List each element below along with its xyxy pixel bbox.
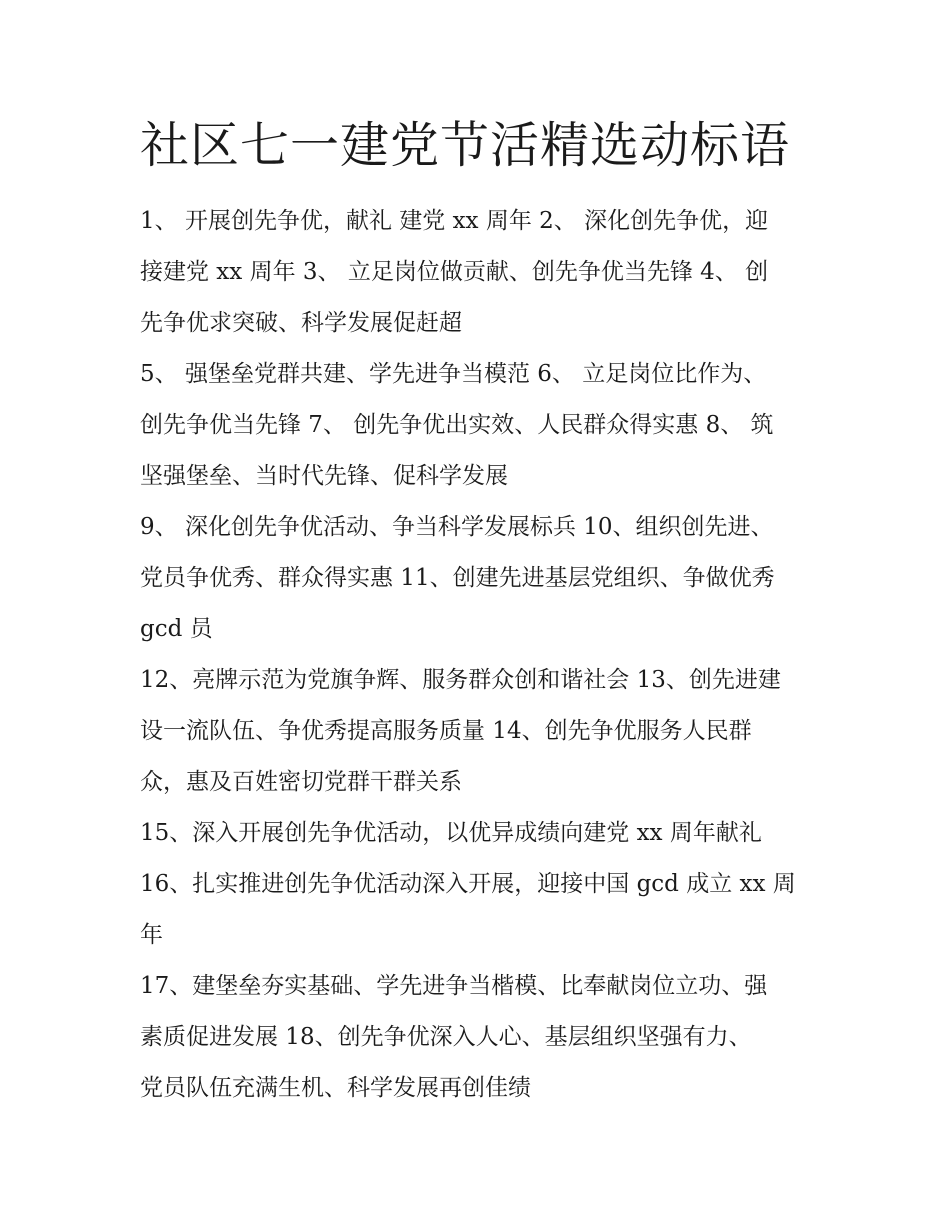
text-line: 创先争优当先锋 7、 创先争优出实效、人民群众得实惠 8、 筑 bbox=[140, 412, 774, 438]
text-line: 年 bbox=[140, 922, 163, 948]
text-line: 素质促进发展 18、创先争优深入人心、基层组织坚强有力、 bbox=[140, 1024, 752, 1050]
text-line: 16、扎实推进创先争优活动深入开展，迎接中国 gcd 成立 xx 周 bbox=[140, 871, 796, 897]
text-line: 设一流队伍、争优秀提高服务质量 14、创先争优服务人民群 bbox=[140, 718, 752, 744]
document-body bbox=[140, 196, 820, 1114]
text-line: 15、深入开展创先争优活动，以优异成绩向建党 xx 周年献礼 bbox=[140, 820, 762, 846]
text-line: gcd 员 bbox=[140, 616, 213, 642]
text-line: 坚强堡垒、当时代先锋、促科学发展 bbox=[140, 463, 508, 489]
text-line: 17、建堡垒夯实基础、学先进争当楷模、比奉献岗位立功、强 bbox=[140, 973, 768, 999]
text-line: 党员队伍充满生机、科学发展再创佳绩 bbox=[140, 1075, 531, 1101]
text-line: 9、 深化创先争优活动、争当科学发展标兵 10、组织创先进、 bbox=[140, 514, 774, 540]
text-line: 5、 强堡垒党群共建、学先进争当模范 6、 立足岗位比作为、 bbox=[140, 361, 767, 387]
text-line: 众，惠及百姓密切党群干群关系 bbox=[140, 769, 462, 795]
text-line: 党员争优秀、群众得实惠 11、创建先进基层党组织、争做优秀 bbox=[140, 565, 775, 591]
document-title: 社区七一建党节活精选动标语 bbox=[140, 117, 791, 174]
text-line: 12、亮牌示范为党旗争辉、服务群众创和谐社会 13、创先进建 bbox=[140, 667, 781, 693]
text-line: 1、 开展创先争优，献礼 建党 xx 周年 2、 深化创先争优，迎 bbox=[140, 208, 769, 234]
text-line: 接建党 xx 周年 3、 立足岗位做贡献、创先争优当先锋 4、 创 bbox=[140, 259, 769, 285]
text-line: 先争优求突破、科学发展促赶超 bbox=[140, 310, 462, 336]
